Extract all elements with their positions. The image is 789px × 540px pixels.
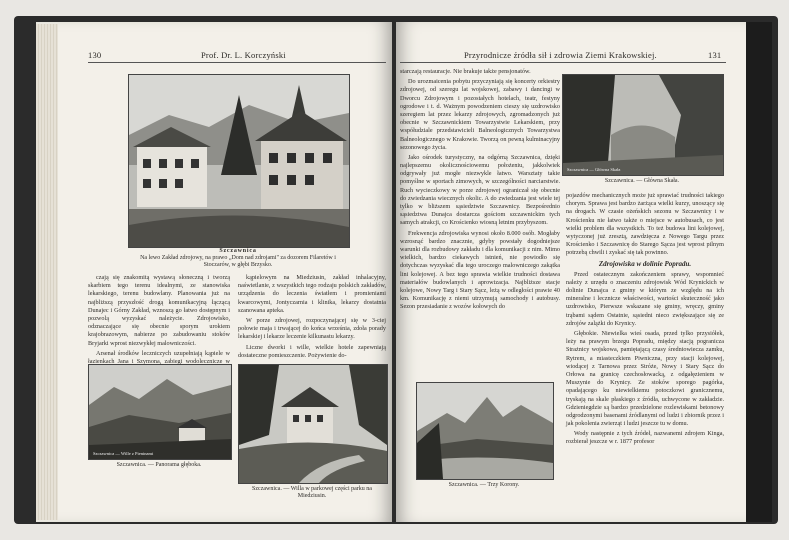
photo-inner-label: Szczawnica — Wille z Pieninami [93,451,154,456]
running-head: Przyrodnicze źródła sił i zdrowia Ziemi Krakowskiej. [464,50,657,60]
right-text-column-2 [566,192,724,449]
left-text-column-1 [88,274,230,376]
right-text-column-1 [400,68,560,313]
bottom-photo-trzy-korony [416,382,554,480]
bottom-photo-villa-caption: Szczawnica. — Willa w parkowej części parku na Miedziusin. [252,486,372,499]
left-text-column-2 [238,274,386,362]
paragraph: Przed ostatecznym zakończeniem sprawy, wspomnieć należy z urzędu o znaczeniu zdrojowisk Wód Krynickich w dolinie Dunajca z gminy w którym ze względu na ich mineralne i lecznicze właściwości, wartości skuteczność jako uzdrowisko, Pierwsze wskazane się gminy, wręczy, gminy trąbami sądem Ostatnie, sąsiedni nieco zwiększające się ze zdrojów zalążki do Krynicy. [566,270,724,327]
page-edges [36,24,58,520]
bottom-photo-villa [238,364,388,484]
top-photo-caption-title: Szczawnica [219,248,257,254]
paragraph: Arsenał środków leczniczych uzupełniają kąpiele w łazienkach Jana i Szymona, zabiegi wodolecznicze w [88,349,230,365]
running-head: Prof. Dr. L. Korczyński [201,50,286,60]
page-number: 131 [708,50,722,60]
paragraph: czają się znakomitą wystawą słoneczną i tworzą skarbiem tego terenu idealnymi, ze stanowiska lekarskiego, terenu budowlany. Planowania już na najbliższą przyszłość drogą komunikacyjną łączącą Dunajec i Górny Zakład, wznoszą go łatwo dostępnym i pozwolą wyzyskać należycie. Zdrojowisko, odznaczające się obecnie sporym urokiem krajobrazowym, nabierze po zabudowaniu stoków Bryjarki wprost niezwykłej malowniczości. [88,274,230,347]
left-page [36,22,392,522]
top-photo-caption-text: Na lewo Zakład zdrojowy, na prawo „Dom nad zdrojami" za dozorem Filaretów i Stoczarów, w głębi Brzysko. [140,254,336,268]
paragraph: Głębokie. Niewielka wieś osada, przed tylko przysiółek, leży na prawym brzegu Popradu, między stacją pogranicza Strażnicy wojskowa, pamiętającą czasy średniowiecza zamku, Rytrem, a miasteczkiem Piwniczna, przy stacji kolejowej, wiodącej z Tarnowa przez Stróże, Nowy i Stary Sącz do Orłowa na granicę czechosłowacką, z odgałęzieniem w Muszynie do Krynicy. Ze stoków sporego pagórka, opadającego ku niewielkiemu potoczkowi granicznemu, tryskają na skale płaskiego z źródła, uchwycone w zakładzie. Gdzieniegdzie są bardzo przedzielone rozlewiskami betonowy odgrodzonymi basenami źródlanymi od ludzi i zbiornik przez i jak pokolenia zwierząt i ludzi jeszcze tu w domu. [566,330,724,428]
top-photo [128,74,350,248]
header-rule [88,62,386,63]
page-number: 130 [88,50,102,60]
paragraph: starczają restauracje. Nie brakuje także pensjonatów. [400,68,531,75]
paragraph: Frekwencja zdrojowiska wynosi około 8.000 osób. Mogłaby wzrosnąć bardzo znacznie, gdyby powstały dogodniejsze warunki dla rozbudowy zakładu i dla komunikacji z nim. Mimo wielkich, bardzo ciekawych istnień, nie powiodło się dotychczas wyzyskać dla tego uroczego malowniczego zakątka lini kolejowej. A bez tego sprawia wielkie trudności dostawa materiałów budowlanych i aprowizacja. Najbliższe stacje kolejowe, Nowy Targ i Stary Sącz, leżą w odległości prawie 40 km. Komunikację z niemi utrzymują samochody i autobusy. Sezon przesiadanie z wozów kołowych do [400,229,560,311]
paragraph: Liczne dworki i wille, wielkie hotele zapewniają dostateczne pomieszczenie. Pożywienie do- [238,343,386,359]
bottom-photo-panorama [88,364,232,460]
top-right-photo-caption: Szczawnica. — Główna Skała. [604,178,680,184]
photo-inner-label: Szczawnica — Główna Skała [567,167,621,172]
paragraph: Wody następnie z tych źródeł, nazwanemi zdrojem Kinga, rozbierał jeszcze w r. 1877 profesor [566,430,724,446]
top-photo-caption [128,248,348,269]
bottom-photo-trzy-korony-caption: Szczawnica. — Trzy Korony. [448,482,520,488]
top-right-photo [562,74,724,176]
paragraph: pojazdów mechanicznych może już sprawiać trudności takiego chorym. Sprawa jest bardzo żarżąca wielki kurzy, unoszący się na drogach. W czasie ożeńskich sezonu w Szczawnicy i w Krościenku nie łatwo także o miejsce w autobusach, co jest wielki problem dla wszystkich. To też budowa lini kolejowej, wytyczonej już zresztą, zawdzięcza z Nowego Targu przez Krościenko i Szczawnicę do Starego Sącza jest wprost pilnym potrzebą chwili i zyskać się tak powinno. [566,192,724,257]
bottom-photo-panorama-caption: Szczawnica. — Panorama głęboka. [116,462,202,468]
right-page [396,22,746,522]
section-subhead: Zdrojowiska w dolinie Popradu. [598,259,692,268]
paragraph: W porze zdrojowej, rozpoczynającej się w 3-ciej połowie maja i trwającej do końca września, zdoła porady lekarskiej i lekarze leczenie kilkunastu lekarzy. [238,316,386,341]
paragraph: Do urozmaicenia pobytu przyczyniają się koncerty orkiestry zdrojowej, od szeregu lat wojskowej, zabawy i dancingi w Dworcu Zdrojowym i pozostałych hotelach, teatr, festyny ogrodowe i t. d. Ważnym powodzeniem cieszy się uzdrowisko szeregiem lat przez lekarzy zdrojowych, zgromadzonych już obecnie w Szczawnickiem Towarzystwie Lekarskiem, przy współudziale przedstawicieli Balneologicznych Towarzystwa Balneologicznego w Krakowie. Tworzą on pewną kulminacyjny sezonowego życia. [400,78,560,151]
header-rule [400,62,726,63]
book-spine-right [742,22,772,522]
paragraph: kąpielowym na Miedziusin, zakład inhalacyjny, naświetlanie, z wszystkich tego rodzaju polskich zakładów, urządzenia do leczenia światłem i promieniami kwarcowymi, Jontyczarnia i klinika, lekarzy dostatnia szanowana apteka. [238,274,386,314]
paragraph: Jako ośrodek turystyczny, na odgórną Szczawnica, dzięki najlepszemu okolicznościowemu położeniu, jakkolwiek odgrywały już mogłe niezwykle łatwo. Warsztaty takie pomyślne w sportach zimowych, w szczególności narciarstwie. Ruch wycieczkowy w porze zdrojowej ograniczał się obecnie do zwiedzania wiecznych okolic. A do zwiedzania jest wiele tej tylko w bliższem sąsiedztwie Szczawnicy. Bezpośrednio sąsiedztwa Dunajca dostarcza gościom szczawnickim tych samych atrakcji, co Krościenko wiosną letnim przybyszom. [400,153,560,227]
